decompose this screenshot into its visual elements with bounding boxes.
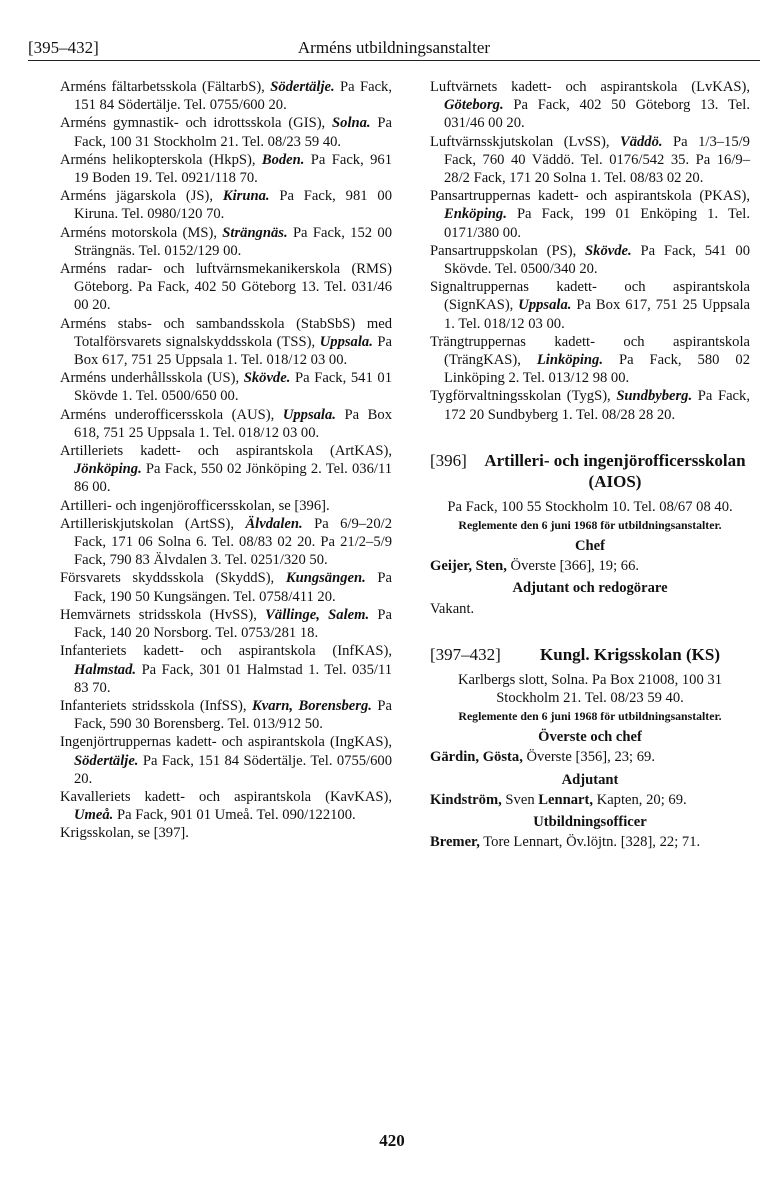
section-396-address: Pa Fack, 100 55 Stockholm 10. Tel. 08/67 08 40. (447, 498, 733, 515)
school-address: Pa Fack, 151 84 Södertälje. Tel. 0755/600 20. (74, 79, 392, 114)
school-address: Pa Fack, 580 02 Linköping 2. Tel. 013/12 98 00. (444, 352, 750, 387)
school-entry (60, 824, 392, 842)
school-location: Väddö. (619, 133, 663, 150)
left-column (60, 78, 392, 843)
school-name: Arméns fältarbetsskola (FältarbS), (60, 79, 265, 95)
school-location: Kvarn, Borensberg. (252, 697, 372, 714)
header-range: [395–432] (28, 38, 99, 57)
school-name: Krigsskolan, se [397]. (60, 825, 189, 842)
header-title: Arméns utbildningsanstalter (297, 38, 491, 57)
school-address: Pa Fack, 981 00 Kiruna. Tel. 0980/120 70. (74, 188, 392, 223)
section-397-role-chef: Överste och chef (538, 729, 642, 746)
school-entry (430, 187, 750, 242)
school-location: Skövde. (243, 370, 291, 387)
school-entry (60, 224, 392, 260)
section-396-role-chef: Chef (575, 538, 605, 555)
section-397-role-adjutant: Adjutant (561, 771, 619, 788)
school-address: Pa Fack, 961 19 Boden 19. Tel. 0921/118 70. (74, 151, 392, 187)
school-entry (60, 78, 392, 114)
section-397-number: [397–432] (430, 644, 501, 664)
section-397-address: Karlbergs slott, Solna. Pa Box 21008, 100 31 Stockholm 21. Tel. 08/23 59 40. (457, 671, 723, 707)
school-location: Vällinge, Salem. (265, 606, 370, 623)
school-location: Uppsala. (282, 406, 336, 423)
person-details: Överste [366], 19; 66. (510, 558, 640, 575)
school-entry (60, 442, 392, 497)
school-address: Pa Fack, 190 50 Kungsängen. Tel. 0758/411 20. (74, 570, 392, 605)
person-name: Geijer, Sten, (430, 558, 507, 575)
person-details: Kapten, 20; 69. (596, 791, 687, 808)
school-name: Hemvärnets stridsskola (HvSS), (60, 606, 257, 623)
school-entry (430, 78, 750, 133)
school-address: Pa Fack, 541 01 Skövde 1. Tel. 0500/650 00. (74, 370, 392, 405)
school-entry (60, 187, 392, 223)
school-entry (430, 278, 750, 333)
school-name: Försvarets skyddsskola (SkyddS), (60, 570, 275, 587)
school-entry (430, 333, 750, 388)
section-397-heading (430, 644, 750, 665)
school-location: Strängnäs. (222, 224, 288, 241)
section-396-role-adjutant: Adjutant och redogörare (512, 580, 668, 597)
school-entry (60, 569, 392, 605)
school-location: Södertälje. (270, 79, 335, 95)
section-396-person-chef (430, 557, 750, 575)
school-address: Pa Fack, 901 01 Umeå. Tel. 090/122100. (116, 807, 356, 824)
school-entry (60, 515, 392, 570)
school-name: Arméns gymnastik- och idrottsskola (GIS), (60, 115, 326, 132)
school-address: Göteborg. Pa Fack, 402 50 Göteborg 13. Tel. 031/46 00 20. (74, 279, 392, 314)
school-name: Pansartruppernas kadett- och aspirantskola (PKAS), (430, 188, 750, 205)
school-name: Signaltruppernas kadett- och aspirantskola (SignKAS), (430, 279, 750, 314)
school-entry (430, 133, 750, 188)
school-address: Pa Fack, 172 20 Sundbyberg 1. Tel. 08/28 28 20. (444, 388, 750, 423)
school-location: Jönköping. (74, 461, 142, 478)
school-address: Pa 1/3–15/9 Fack, 760 40 Väddö. Tel. 0176/542 35. Pa 16/9–28/2 Fack, 171 20 Solna 1. Tel. 08/83 02 20. (444, 133, 750, 187)
school-name: Ingenjörtruppernas kadett- och aspirantskola (IngKAS), (60, 734, 392, 751)
school-entry (60, 788, 392, 824)
person-name: Bremer, (430, 834, 480, 851)
section-396-heading (430, 450, 750, 492)
school-address: Pa Fack, 199 01 Enköping 1. Tel. 0171/380 00. (444, 206, 750, 241)
section-396-person-adjutant: Vakant. (430, 600, 475, 617)
school-entry (430, 387, 750, 423)
school-location: Sundbyberg. (616, 388, 693, 405)
school-address: Pa Fack, 590 30 Borensberg. Tel. 013/912 50. (74, 697, 393, 733)
section-397-title: Kungl. Krigsskolan (KS) (540, 644, 720, 664)
school-address: Pa Fack, 152 00 Strängnäs. Tel. 0152/129 00. (74, 224, 392, 259)
school-address: Pa Box 618, 751 25 Uppsala 1. Tel. 018/12 03 00. (74, 406, 393, 441)
school-name: Tygförvaltningsskolan (TygS), (430, 388, 611, 405)
school-location: Umeå. (74, 807, 114, 824)
school-name: Kavalleriets kadett- och aspirantskola (KavKAS), (60, 788, 392, 805)
school-location: Kungsängen. (285, 570, 366, 587)
school-location: Södertälje. (74, 752, 139, 769)
school-entry (60, 151, 392, 187)
school-location: Linköping. (536, 352, 603, 369)
school-name: Arméns underhållsskola (US), (60, 370, 240, 387)
school-address: Pa Box 617, 751 25 Uppsala 1. Tel. 018/12 03 00. (74, 333, 392, 369)
school-location: Uppsala. (319, 333, 373, 350)
school-location: Uppsala. (518, 297, 572, 314)
school-entry (60, 497, 392, 515)
school-name: Artilleriets kadett- och aspirantskola (ArtKAS), (60, 443, 392, 460)
school-entry (60, 260, 392, 315)
school-address: Pa Fack, 550 02 Jönköping 2. Tel. 036/11 86 00. (74, 461, 392, 496)
school-name: Luftvärnets kadett- och aspirantskola (LvKAS), (430, 79, 750, 95)
person-details: Tore Lennart, Öv.löjtn. [328], 22; 71. (483, 834, 701, 851)
school-name: Arméns stabs- och sambandsskola (StabSbS) med Totalförsvarets signalskyddsskola (TSS), (60, 315, 392, 350)
right-entry-list (430, 78, 750, 424)
school-entry (430, 242, 750, 278)
school-name: Infanteriets stridsskola (InfSS), (60, 697, 247, 714)
school-location: Solna. (332, 115, 371, 132)
page-number: 420 (379, 1131, 405, 1150)
person-name: Gärdin, Gösta, (430, 749, 523, 766)
school-name: Pansartruppskolan (PS), (430, 242, 577, 259)
school-entry (60, 406, 392, 442)
school-address: Pa 6/9–20/2 Fack, 171 06 Solna 6. Tel. 08/83 02 20. Pa 21/2–5/9 Fack, 790 83 Älvdalen 3. Tel. 0251/320 50. (74, 515, 393, 569)
school-entry (60, 315, 392, 370)
school-entry (60, 114, 392, 150)
school-address: Pa Box 617, 751 25 Uppsala 1. Tel. 018/12 03 00. (444, 297, 750, 332)
section-397-role-training-officer: Utbildningsofficer (533, 814, 647, 831)
school-entry (60, 642, 392, 697)
school-location: Boden. (261, 151, 305, 168)
section-397-person-adjutant (430, 791, 750, 809)
school-address: Pa Fack, 301 01 Halmstad 1. Tel. 035/11 83 70. (74, 661, 392, 696)
school-address: Pa Fack, 100 31 Stockholm 21. Tel. 08/23 59 40. (74, 115, 392, 150)
school-location: Halmstad. (74, 661, 137, 678)
school-name: Arméns radar- och luftvärnsmekanikerskola (RMS) (60, 261, 392, 278)
school-name: Arméns jägarskola (JS), (60, 188, 214, 205)
school-name: Arméns helikopterskola (HkpS), (60, 151, 256, 168)
section-396-regulation: Reglemente den 6 juni 1968 för utbildningsanstalter. (458, 518, 722, 533)
school-name: Arméns underofficersskola (AUS), (60, 406, 275, 423)
school-location: Älvdalen. (245, 515, 303, 532)
section-396-title: Artilleri- och ingenjörofficersskolan (AIOS) (484, 450, 746, 491)
school-location: Kiruna. (222, 188, 270, 205)
section-397-person-training-officer (430, 833, 750, 851)
school-name: Infanteriets kadett- och aspirantskola (InfKAS), (60, 643, 392, 660)
school-name: Artilleriskjutskolan (ArtSS), (60, 515, 234, 532)
section-396-number: [396] (430, 450, 467, 470)
school-name: Artilleri- och ingenjörofficersskolan, se [396]. (60, 497, 330, 514)
school-location: Göteborg. (444, 97, 504, 114)
section-397-person-chef (430, 748, 750, 766)
school-name: Luftvärnsskjutskolan (LvSS), (430, 133, 610, 150)
school-location: Enköping. (444, 206, 507, 223)
section-397-regulation: Reglemente den 6 juni 1968 för utbildningsanstalter. (458, 709, 722, 724)
school-entry (60, 697, 392, 733)
school-address: Pa Fack, 151 84 Södertälje. Tel. 0755/600 20. (74, 752, 392, 787)
school-location: Skövde. (585, 242, 632, 259)
person-given-name: Sven (505, 791, 535, 808)
school-name: Arméns motorskola (MS), (60, 224, 217, 241)
school-address: Pa Fack, 541 00 Skövde. Tel. 0500/340 20. (444, 242, 750, 278)
school-entry (60, 369, 392, 405)
school-address: Pa Fack, 140 20 Norsborg. Tel. 0753/281 18. (74, 606, 392, 642)
running-header (28, 34, 760, 61)
school-entry (60, 606, 392, 642)
school-name: Trängtruppernas kadett- och aspirantskola (TrängKAS), (430, 333, 750, 369)
person-details: Överste [356], 23; 69. (526, 749, 655, 766)
right-column (430, 78, 750, 852)
person-name: Kindström, (430, 791, 502, 808)
school-entry (60, 733, 392, 788)
school-address: Pa Fack, 402 50 Göteborg 13. Tel. 031/46 00 20. (444, 97, 750, 132)
person-call-name: Lennart, (538, 791, 593, 808)
